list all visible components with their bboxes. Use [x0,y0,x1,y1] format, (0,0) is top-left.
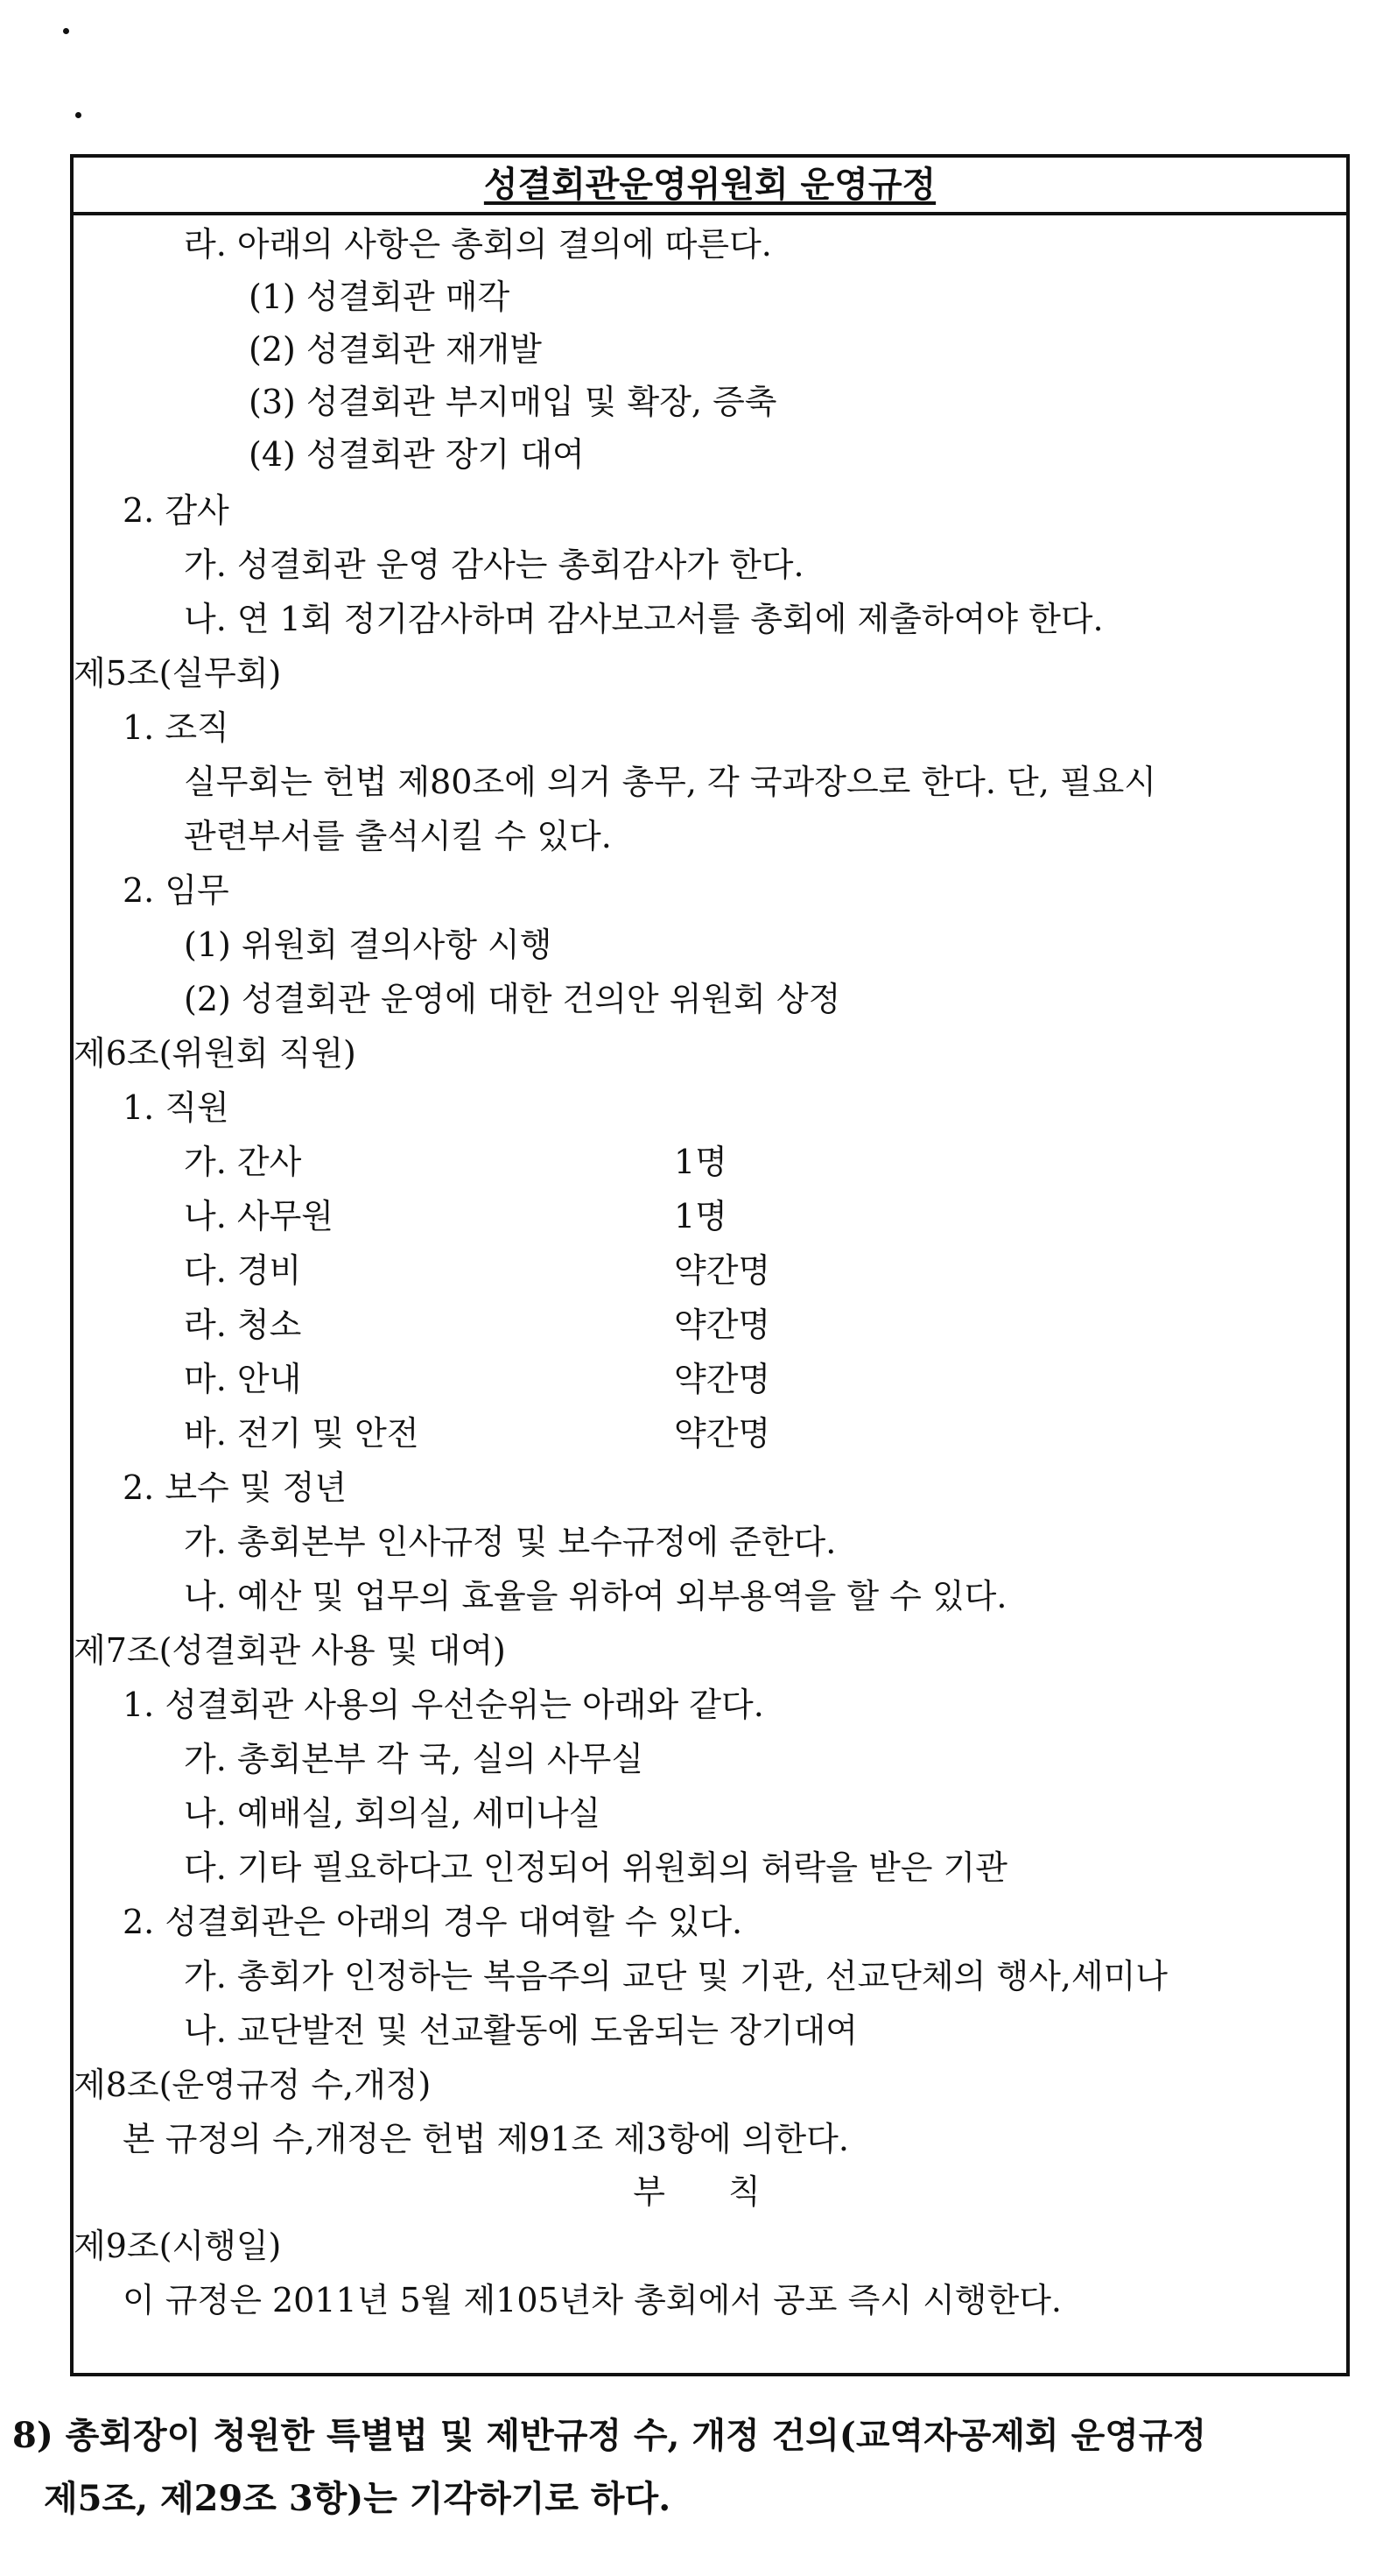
regulation-box [70,154,1350,2376]
body-line: 관련부서를 출석시킬 수 있다. [184,817,612,855]
article-heading: 제5조(실무회) [74,654,282,693]
staff-role: 가. 간사 [184,1143,302,1181]
body-line: 이 규정은 2011년 5월 제105년차 총회에서 공포 즉시 시행한다. [123,2281,1062,2319]
staff-count: 약간명 [674,1251,771,1290]
staff-row [184,1249,771,1292]
body-line: 다. 기타 필요하다고 인정되어 위원회의 허락을 받은 기관 [184,1848,1007,1887]
regulation-title-text: 성결회관운영위원회 운영규정 [483,164,937,205]
body-line: 가. 총회가 인정하는 복음주의 교단 및 기관, 선교단체의 행사,세미나 [184,1957,1168,1995]
body-line: (4) 성결회관 장기 대여 [249,435,585,474]
body-line: 가. 총회본부 인사규정 및 보수규정에 준한다. [184,1523,837,1561]
body-line: 나. 예배실, 회의실, 세미나실 [184,1794,601,1833]
scan-speck [63,28,69,34]
staff-role: 바. 전기 및 안전 [184,1414,419,1453]
scan-speck [75,112,81,118]
body-line: 2. 임무 [123,871,229,910]
body-line: 1. 성결회관 사용의 우선순위는 아래와 같다. [123,1686,764,1724]
body-line: 2. 감사 [123,491,229,530]
footer-line-1: 8) 총회장이 청원한 특별법 및 제반규정 수, 개정 건의(교역자공제회 운영규정 [12,2415,1207,2456]
body-line: 실무회는 헌법 제80조에 의거 총무, 각 국과장으로 한다. 단, 필요시 [184,763,1157,801]
staff-row [184,1194,727,1238]
staff-row [184,1140,727,1184]
staff-count: 약간명 [674,1360,771,1398]
body-line: (1) 성결회관 매각 [249,278,510,316]
staff-count: 1명 [674,1143,727,1181]
body-line: 나. 예산 및 업무의 효율을 위하여 외부용역을 할 수 있다. [184,1577,1007,1615]
body-line: 나. 연 1회 정기감사하며 감사보고서를 총회에 제출하여야 한다. [184,600,1104,638]
staff-row [184,1357,771,1401]
article-heading: 제8조(운영규정 수,개정) [74,2066,432,2104]
staff-role: 마. 안내 [184,1360,302,1398]
staff-role: 라. 청소 [184,1306,302,1344]
body-line: (3) 성결회관 부지매입 및 확장, 증축 [249,383,777,421]
article-heading: 제9조(시행일) [74,2227,282,2265]
staff-count: 약간명 [674,1306,771,1344]
staff-row [184,1411,771,1455]
body-line: 가. 성결회관 운영 감사는 총회감사가 한다. [184,545,804,584]
body-line: 2. 보수 및 정년 [123,1468,348,1507]
body-line: 본 규정의 수,개정은 헌법 제91조 제3항에 의한다. [123,2120,849,2158]
body-line: 1. 조직 [123,708,229,747]
body-line: 1. 직원 [123,1088,229,1127]
body-line: (1) 위원회 결의사항 시행 [184,926,552,964]
supplementary-heading: 부 칙 [633,2172,787,2211]
article-heading: 제6조(위원회 직원) [74,1034,356,1073]
footer-line-2: 제5조, 제29조 3항)는 기각하기로 하다. [44,2478,671,2519]
body-line: 나. 교단발전 및 선교활동에 도움되는 장기대여 [184,2011,858,2050]
staff-row [184,1303,771,1347]
regulation-title [74,158,1346,215]
article-heading: 제7조(성결회관 사용 및 대여) [74,1631,506,1670]
body-line: 2. 성결회관은 아래의 경우 대여할 수 있다. [123,1903,743,1941]
staff-role: 나. 사무원 [184,1197,333,1235]
body-line: 가. 총회본부 각 국, 실의 사무실 [184,1740,644,1778]
body-line: (2) 성결회관 재개발 [249,330,542,369]
staff-role: 다. 경비 [184,1251,302,1290]
staff-count: 약간명 [674,1414,771,1453]
staff-count: 1명 [674,1197,727,1235]
body-line: (2) 성결회관 운영에 대한 건의안 위원회 상정 [184,980,841,1018]
body-line: 라. 아래의 사항은 총회의 결의에 따른다. [184,225,772,264]
